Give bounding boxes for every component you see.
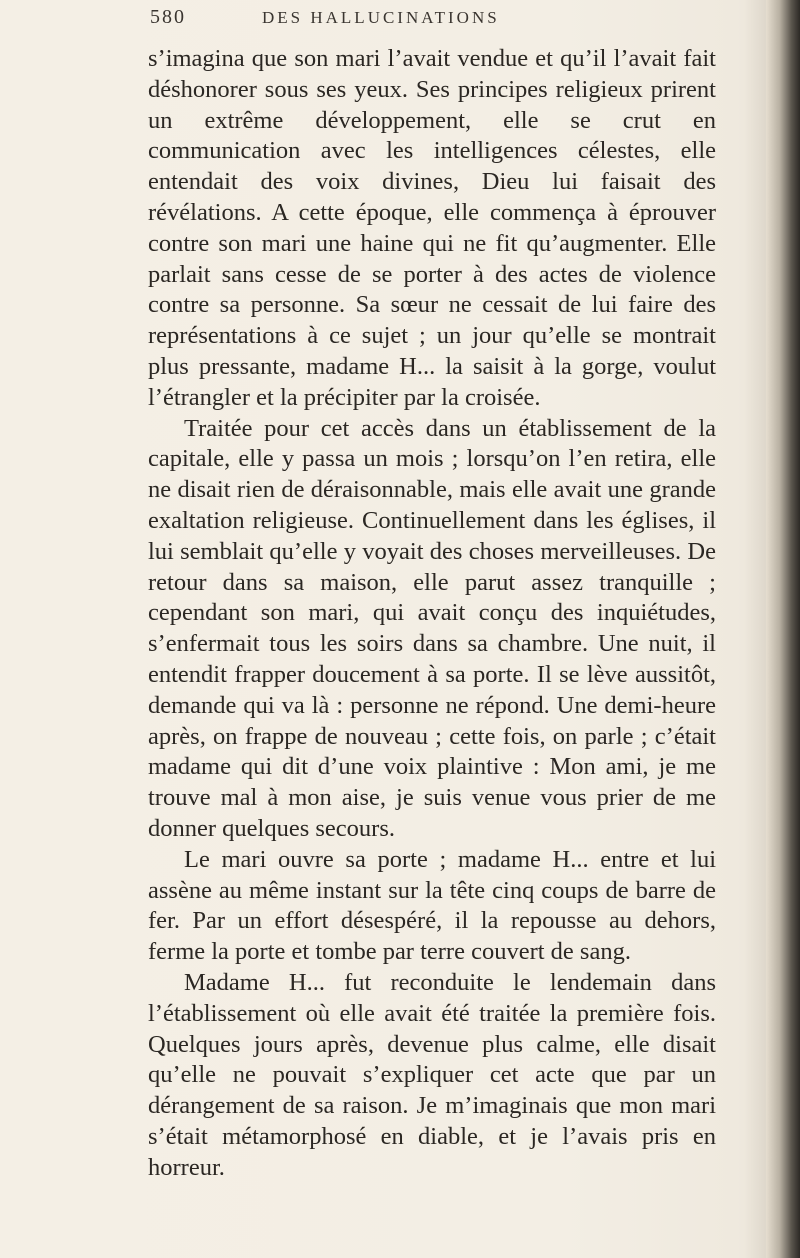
book-binding-edge — [766, 0, 800, 1258]
page-number: 580 — [150, 6, 186, 28]
paragraph-2: Traitée pour cet accès dans un établissement de la capitale, elle y passa un mois ; lorsqu’on l’en retira, elle ne disait rien de déraisonnable, mais elle avait une grande exaltation religieuse. Continuellement dans les églises, il lui semblait qu’elle y voyait des choses merveilleuses. De retour dans sa maison, elle parut assez tranquille ; cependant son mari, qui avait conçu des inquiétudes, s’enfermait tous les soirs dans sa chambre. Une nuit, il entendit frapper doucement à sa porte. Il se lève aussitôt, demande qui va là : personne ne répond. Une demi-heure après, on frappe de nouveau ; cette fois, on parle ; c’était madame qui dit d’une voix plaintive : Mon ami, je me trouve mal à mon aise, je suis venue vous prier de me donner quelques secours. — [148, 414, 716, 842]
page-header — [150, 6, 710, 36]
body-text — [148, 44, 716, 1183]
running-head: DES HALLUCINATIONS — [262, 8, 500, 27]
paragraph-3: Le mari ouvre sa porte ; madame H... entre et lui assène au même instant sur la tête cinq coups de barre de fer. Par un effort désespéré, il la repousse au dehors, ferme la porte et tombe par terre couvert de sang. — [148, 845, 716, 966]
paragraph-1: s’imagina que son mari l’avait vendue et qu’il l’avait fait déshonorer sous ses yeux. Ses principes religieux prirent un extrême développement, elle se crut en communication avec les intelligences célestes, elle entendait des voix divines, Dieu lui faisait des révélations. A cette époque, elle commença à éprouver contre son mari une haine qui ne fit qu’augmenter. Elle parlait sans cesse de se porter à des actes de violence contre sa personne. Sa sœur ne cessait de lui faire des représentations à ce sujet ; un jour qu’elle se montrait plus pressante, madame H... la saisit à la gorge, voulut l’étrangler et la précipiter par la croisée. — [148, 45, 716, 411]
paragraph-4: Madame H... fut reconduite le lendemain dans l’établissement où elle avait été traitée la première fois. Quelques jours après, devenue plus calme, elle disait qu’elle ne pouvait s’expliquer cet acte que par un dérangement de sa raison. Je m’imaginais que mon mari s’était métamorphosé en diable, et je l’avais pris en horreur. — [148, 968, 716, 1181]
binding-shadow — [744, 0, 766, 1258]
